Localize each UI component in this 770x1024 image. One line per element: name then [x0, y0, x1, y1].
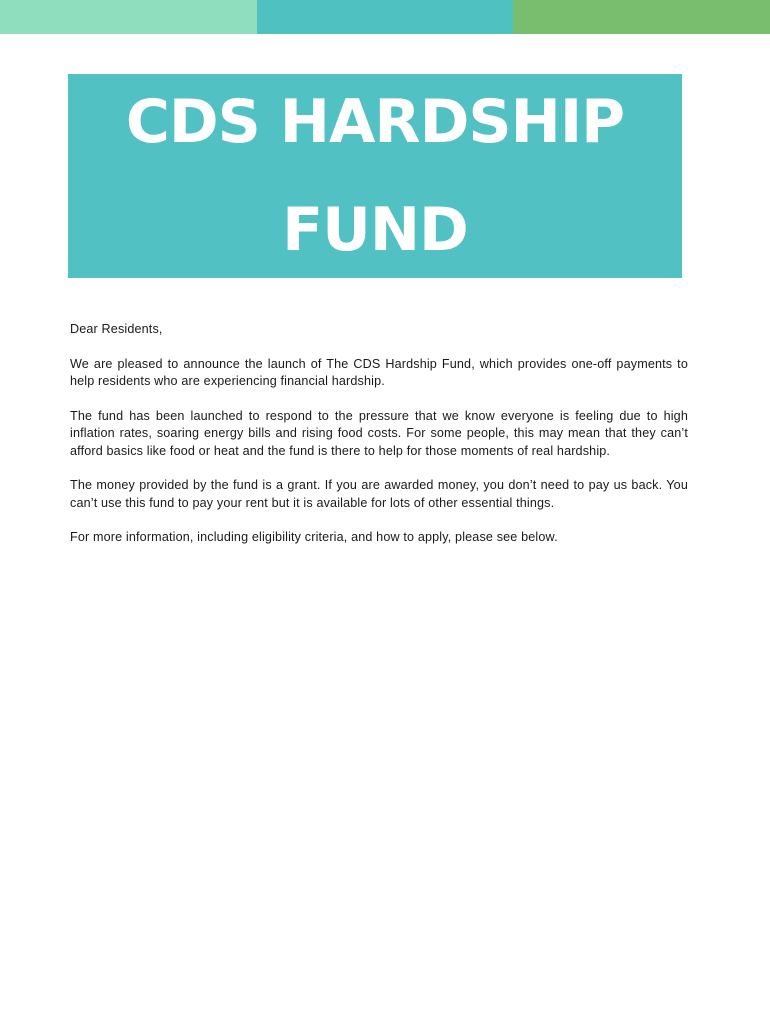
greeting: Dear Residents, — [70, 322, 163, 336]
paragraph-purpose: The fund has been launched to respond to the pressure that we know everyone is feeling due to high inflation rates, soaring energy bills and rising food costs. For some people, this may mean that they can’t afford basics like food or heat and the fund is there to help for those moments of real hardship. — [70, 408, 688, 458]
paragraph-launch: We are pleased to announce the launch of The CDS Hardship Fund, which provides one-off payments to help residents who are experiencing financial hardship. — [70, 356, 688, 388]
title-line-2: FUND — [282, 195, 468, 265]
header-bar-segment-middle — [257, 0, 513, 34]
title-banner — [68, 74, 682, 278]
header-bar-segment-right — [513, 0, 770, 34]
header-color-bar — [0, 0, 770, 34]
letter-body — [70, 321, 688, 564]
header-bar-segment-left — [0, 0, 257, 34]
paragraph-more-info: For more information, including eligibility criteria, and how to apply, please see below. — [70, 530, 558, 544]
title-line-1: CDS HARDSHIP — [125, 87, 625, 157]
paragraph-grant: The money provided by the fund is a grant. If you are awarded money, you don’t need to pay us back. You can’t use this fund to pay your rent but it is available for lots of other essential things. — [70, 478, 688, 510]
